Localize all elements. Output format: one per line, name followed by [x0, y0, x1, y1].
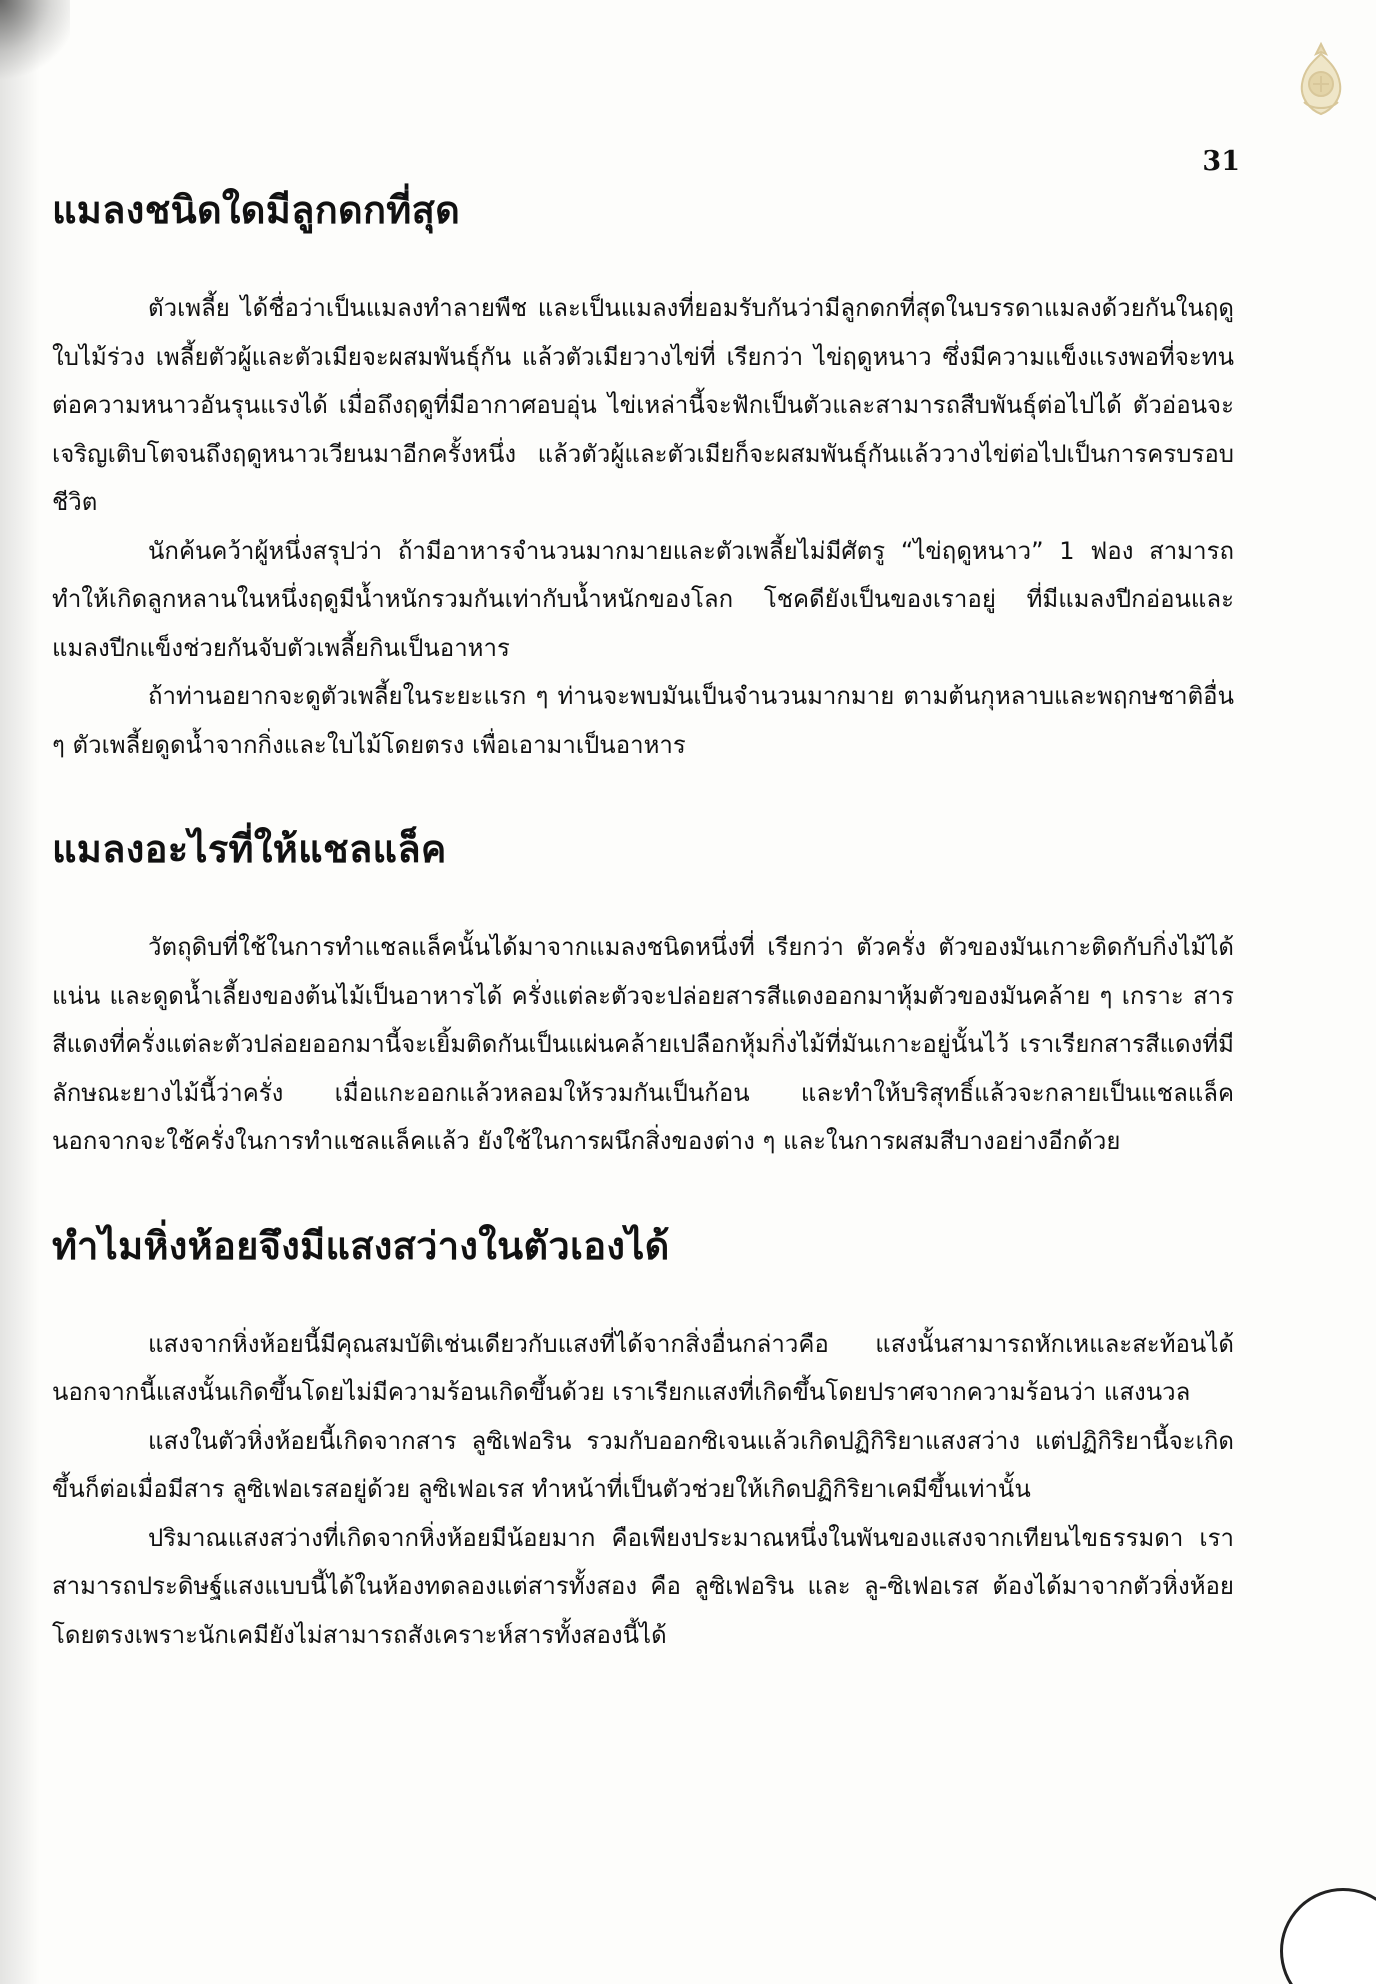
section-aphid: [52, 178, 1234, 769]
section-heading: ทำไมหิ่งห้อยจึงมีแสงสว่างในตัวเองได้: [52, 1223, 670, 1268]
royal-emblem-icon: [1290, 40, 1352, 120]
page-number: 31: [1202, 146, 1240, 177]
paragraph: นักค้นคว้าผู้หนึ่งสรุปว่า ถ้ามีอาหารจำนวนมากมายและตัวเพลี้ยไม่มีศัตรู “ไข่ฤดูหนาว” 1 ฟอง สามารถทำให้เกิดลูกหลานในหนึ่งฤดูมีน้ำหนักรวมกันเท่ากับน้ำหนักของโลก โชคดียังเป็นของเราอยู่ ที่มีแมลงปีกอ่อนและแมลงปีกแข็งช่วยกันจับตัวเพลี้ยกินเป็นอาหาร: [52, 536, 1234, 662]
paragraph: ถ้าท่านอยากจะดูตัวเพลี้ยในระยะแรก ๆ ท่านจะพบมันเป็นจำนวนมากมาย ตามต้นกุหลาบและพฤกษชาติอื่น ๆ ตัวเพลี้ยดูดน้ำจากกิ่งและใบไม้โดยตรง เพื่อเอามาเป็นอาหาร: [52, 682, 1234, 759]
article-content: [52, 178, 1234, 1707]
paragraph: แสงจากหิ่งห้อยนี้มีคุณสมบัติเช่นเดียวกับแสงที่ได้จากสิ่งอื่นกล่าวคือ แสงนั้นสามารถหักเหและสะท้อนได้ นอกจากนี้แสงนั้นเกิดขึ้นโดยไม่มีความร้อนเกิดขึ้นด้วย เราเรียกแสงที่เกิดขึ้นโดยปราศจากความร้อนว่า แสงนวล: [52, 1329, 1234, 1406]
paragraph: แสงในตัวหิ่งห้อยนี้เกิดจากสาร ลูซิเฟอริน รวมกับออกซิเจนแล้วเกิดปฏิกิริยาแสงสว่าง แต่ปฏิกิริยานี้จะเกิดขึ้นก็ต่อเมื่อมีสาร ลูซิเฟอเรสอยู่ด้วย ลูซิเฟอเรส ทำหน้าที่เป็นตัวช่วยให้เกิดปฏิกิริยาเคมีขึ้นเท่านั้น: [52, 1426, 1234, 1503]
page-corner-curl: [1280, 1888, 1376, 1984]
paragraph: ตัวเพลี้ย ได้ชื่อว่าเป็นแมลงทำลายพืช และเป็นแมลงที่ยอมรับกันว่ามีลูกดกที่สุดในบรรดาแมลงด้วยกันในฤดูใบไม้ร่วง เพลี้ยตัวผู้และตัวเมียจะผสมพันธุ์กัน แล้วตัวเมียวางไข่ที่ เรียกว่า ไข่ฤดูหนาว ซึ่งมีความแข็งแรงพอที่จะทนต่อความหนาวอันรุนแรงได้ เมื่อถึงฤดูที่มีอากาศอบอุ่น ไข่เหล่านี้จะฟักเป็นตัวและสามารถสืบพันธุ์ต่อไปได้ ตัวอ่อนจะเจริญเติบโตจนถึงฤดูหนาวเวียนมาอีกครั้งหนึ่ง แล้วตัวผู้และตัวเมียก็จะผสมพันธุ์กันแล้ววางไข่ต่อไปเป็นการครบรอบชีวิต: [52, 294, 1234, 516]
scan-corner-noise: [0, 0, 70, 90]
paragraph: วัตถุดิบที่ใช้ในการทำแชลแล็คนั้นได้มาจากแมลงชนิดหนึ่งที่ เรียกว่า ตัวครั่ง ตัวของมันเกาะติดกับกิ่งไม้ได้แน่น และดูดน้ำเลี้ยงของต้นไม้เป็นอาหารได้ ครั่งแต่ละตัวจะปล่อยสารสีแดงออกมาหุ้มตัวของมันคล้าย ๆ เกราะ สารสีแดงที่ครั่งแต่ละตัวปล่อยออกมานี้จะเยิ้มติดกันเป็นแผ่นคล้ายเปลือกหุ้มกิ่งไม้ที่มันเกาะอยู่นั้นไว้ เราเรียกสารสีแดงที่มีลักษณะยางไม้นี้ว่าครั่ง เมื่อแกะออกแล้วหลอมให้รวมกันเป็นก้อน และทำให้บริสุทธิ์แล้วจะกลายเป็นแชลแล็ค นอกจากจะใช้ครั่งในการทำแชลแล็คแล้ว ยังใช้ในการผนึกสิ่งของต่าง ๆ และในการผสมสีบางอย่างอีกด้วย: [52, 933, 1235, 1155]
section-heading: แมลงชนิดใดมีลูกดกที่สุด: [52, 188, 461, 232]
section-firefly: [52, 1214, 1234, 1660]
scan-edge-shadow: [0, 0, 40, 1984]
section-heading: แมลงอะไรที่ให้แชลแล็ค: [52, 827, 447, 871]
paragraph: ปริมาณแสงสว่างที่เกิดจากหิ่งห้อยมีน้อยมาก คือเพียงประมาณหนึ่งในพันของแสงจากเทียนไขธรรมดา เราสามารถประดิษฐ์แสงแบบนี้ได้ในห้องทดลองแต่สารทั้งสอง คือ ลูซิเฟอริน และ ลู-ซิเฟอเรส ต้องได้มาจากตัวหิ่งห้อยโดยตรงเพราะนักเคมียังไม่สามารถสังเคราะห์สารทั้งสองนี้ได้: [52, 1523, 1234, 1649]
section-shellac: [52, 817, 1234, 1166]
